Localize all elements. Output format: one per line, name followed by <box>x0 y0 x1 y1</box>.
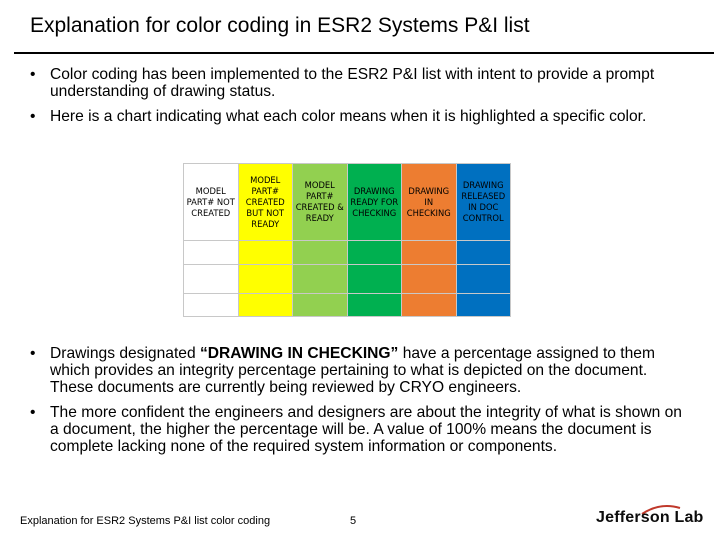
color-cell-created-ready <box>293 164 348 241</box>
table-cell <box>238 294 293 317</box>
footer-text: Explanation for ESR2 Systems P&I list color coding <box>20 515 271 527</box>
table-cell <box>293 241 348 265</box>
table-cell <box>238 241 293 265</box>
color-label: DRAWING RELEASED IN DOC CONTROL <box>461 180 506 223</box>
table-row <box>184 294 511 317</box>
title-divider <box>14 52 714 54</box>
bullet-dot-icon: • <box>30 404 36 421</box>
color-label: DRAWING READY FOR CHECKING <box>350 185 399 218</box>
color-label: MODEL PART# CREATED BUT NOT READY <box>245 174 285 229</box>
table-cell <box>347 265 402 294</box>
table-cell <box>293 294 348 317</box>
table-cell <box>184 241 239 265</box>
table-row <box>184 265 511 294</box>
page-number: 5 <box>350 515 357 527</box>
jefferson-lab-logo: Jefferson Lab <box>596 509 704 526</box>
color-cell-not-created <box>184 164 239 241</box>
table-cell <box>347 241 402 265</box>
table-cell <box>238 265 293 294</box>
table-cell <box>456 265 511 294</box>
color-cell-released <box>456 164 511 241</box>
table-cell <box>293 265 348 294</box>
table-cell <box>184 294 239 317</box>
bullet-text: The more confident the engineers and designers are about the integrity of what is shown on a document, the higher the percentage will be. A value of 100% means the document is complete lacking none of the required system information or components. <box>50 404 682 455</box>
color-label: DRAWING IN CHECKING <box>406 185 451 218</box>
table-header-row <box>184 164 511 241</box>
color-cell-in-checking <box>402 164 457 241</box>
bullet-item <box>30 404 690 455</box>
table-cell <box>347 294 402 317</box>
table-cell <box>402 265 457 294</box>
color-label: MODEL PART# NOT CREATED <box>186 185 235 218</box>
bullet-text: Here is a chart indicating what each color means when it is highlighted a specific color. <box>50 108 647 125</box>
bullet-item <box>30 108 680 125</box>
bullet-text: Color coding has been implemented to the ESR2 P&I list with intent to provide a prompt understanding of drawing status. <box>50 66 655 100</box>
table-cell <box>402 294 457 317</box>
bullet-dot-icon: • <box>30 345 36 362</box>
bullet-text-emphasis: “DRAWING IN CHECKING” <box>199 345 399 362</box>
color-cell-created-not-ready <box>238 164 293 241</box>
table-row <box>184 241 511 265</box>
color-label: MODEL PART# CREATED & READY <box>295 180 344 223</box>
bullet-text-suffix: have a percentage assigned to them which provides an integrity percentage pertaining to what is depicted on the document. These documents are currently being reviewed by CRYO engineers. <box>50 345 655 396</box>
bullet-list-bottom <box>30 345 690 463</box>
slide-title: Explanation for color coding in ESR2 Systems P&I list <box>30 14 530 37</box>
bullet-item <box>30 66 680 100</box>
bullet-dot-icon: • <box>30 108 36 125</box>
bullet-dot-icon: • <box>30 66 36 83</box>
table-cell <box>456 294 511 317</box>
bullet-item <box>30 345 690 396</box>
table-cell <box>456 241 511 265</box>
table-cell <box>184 265 239 294</box>
table-cell <box>402 241 457 265</box>
bullet-text-prefix: Drawings designated <box>50 345 200 362</box>
color-legend-table <box>183 163 511 317</box>
color-cell-ready-for-checking <box>347 164 402 241</box>
bullet-list-top <box>30 66 680 133</box>
